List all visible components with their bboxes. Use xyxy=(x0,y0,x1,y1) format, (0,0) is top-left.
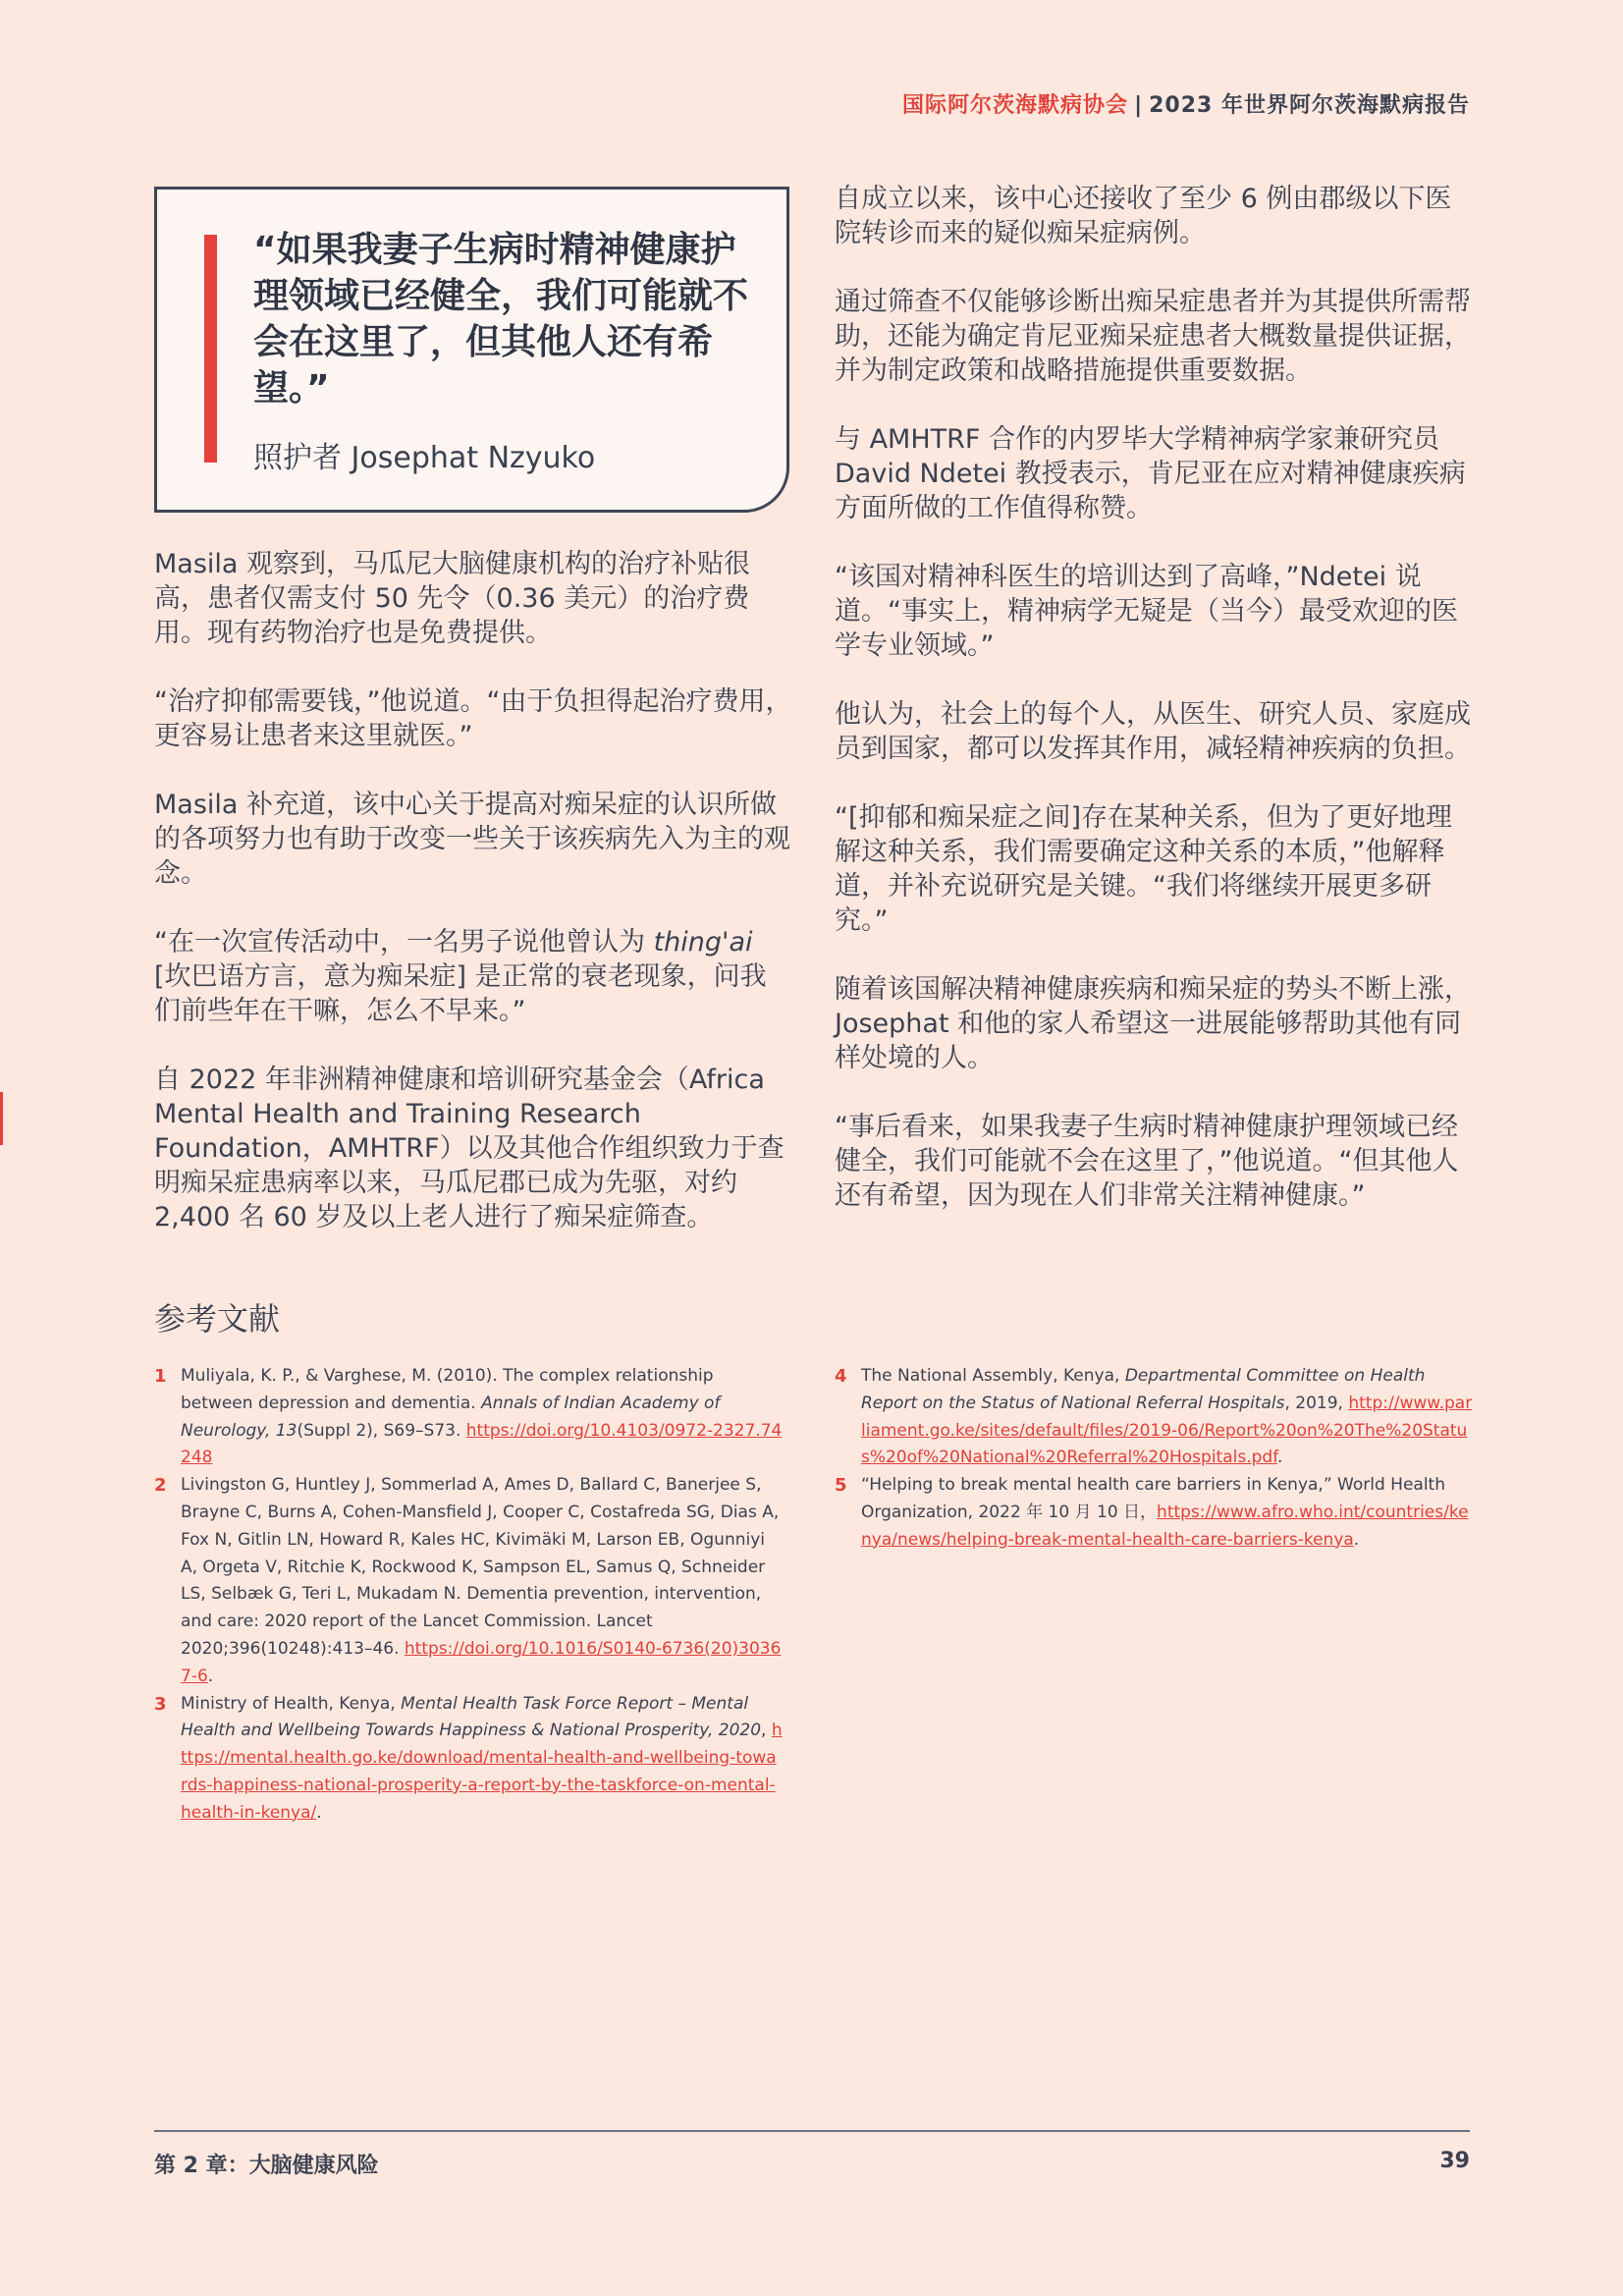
paragraph: “[抑郁和痴呆症之间]存在某种关系，但为了更好地理解这种关系，我们需要确定这种关系的本质，”他解释道，并补充说研究是关键。“我们将继续开展更多研究。” xyxy=(835,802,1453,936)
paragraph: 自成立以来，该中心还接收了至少 6 例由郡级以下医院转诊而来的疑似痴呆症病例。 xyxy=(835,184,1452,248)
reference-text: Muliyala, K. P., & Varghese, M. (2010). The complex relationship between depression and dementia. xyxy=(181,1366,714,1413)
reference-number: 4 xyxy=(835,1366,847,1387)
reference-body xyxy=(181,1363,783,1472)
reference-italic: Departmental Committee on Health Report on the Status of National Referral Hospitals xyxy=(861,1366,1426,1413)
paragraph-text: [坎巴语方言，意为痴呆症] 是正常的衰老现象，问我们前些年在干嘛，怎么不早来。” xyxy=(154,961,767,1026)
reference-item xyxy=(835,1363,1473,1472)
paragraph: 自 2022 年非洲精神健康和培训研究基金会（Africa Mental Health and Training Research Foundation，AMHTRF）以及其他合作组织致力于查明痴呆症患病率以来，马瓜尼郡已成为先驱，对约 2,400 名 60 岁及以上老人进行了痴呆症筛查。 xyxy=(154,1065,784,1232)
reference-text: Ministry of Health, Kenya, xyxy=(181,1693,402,1714)
references-title: 参考文献 xyxy=(154,1300,281,1338)
reference-text: , 2019, xyxy=(1284,1393,1349,1413)
reference-item xyxy=(835,1472,1473,1554)
paragraph: “该国对精神科医生的培训达到了高峰，”Ndetei 说道。“事实上，精神病学无疑是（当今）最受欢迎的医学专业领域。” xyxy=(835,562,1458,661)
paragraph: Masila 补充道，该中心关于提高对痴呆症的认识所做的各项努力也有助于改变一些关于该疾病先入为主的观念。 xyxy=(154,790,790,889)
reference-link[interactable]: https://doi.org/10.1016/S0140-6736(20)30367-6 xyxy=(181,1638,782,1686)
reference-text: , xyxy=(761,1721,772,1741)
paragraph: “事后看来，如果我妻子生病时精神健康护理领域已经健全，我们可能就不会在这里了，”他说道。“但其他人还有希望，因为现在人们非常关注精神健康。” xyxy=(835,1112,1459,1211)
pull-quote-attribution: 照护者 Josephat Nzyuko xyxy=(253,441,596,475)
paragraph-italic-term: thing'ai xyxy=(653,927,753,957)
reference-item xyxy=(154,1472,783,1690)
reference-item xyxy=(154,1363,783,1472)
reference-number: 5 xyxy=(835,1475,847,1497)
reference-text: . xyxy=(316,1802,322,1823)
paragraph-text: “在一次宣传活动中，一名男子说他曾认为 xyxy=(154,927,654,957)
header-separator: | xyxy=(1134,93,1144,118)
paragraph: 与 AMHTRF 合作的内罗毕大学精神病学家兼研究员 David Ndetei 教授表示，肯尼亚在应对精神健康疾病方面所做的工作值得称赞。 xyxy=(835,424,1466,523)
pull-quote-accent-bar xyxy=(204,235,217,463)
reference-link[interactable]: https://www.afro.who.int/countries/kenya/news/helping-break-mental-health-care-barriers-kenya xyxy=(861,1502,1469,1550)
reference-link[interactable]: https://doi.org/10.4103/0972-2327.74248 xyxy=(181,1420,783,1468)
header-report-title: 2023 年世界阿尔茨海默病报告 xyxy=(1149,93,1470,118)
footer-page-number: 39 xyxy=(1439,2149,1470,2173)
reference-italic: Mental Health Task Force Report – Mental Health and Wellbeing Towards Happiness & National Prosperity, 2020 xyxy=(181,1693,762,1741)
reference-number: 1 xyxy=(154,1366,167,1387)
references-list-right xyxy=(835,1363,1473,1555)
reference-body xyxy=(861,1472,1473,1554)
footer-chapter: 第 2 章：大脑健康风险 xyxy=(154,2154,379,2178)
reference-item xyxy=(154,1691,783,1828)
paragraph: 随着该国解决精神健康疾病和痴呆症的势头不断上涨，Josephat 和他的家人希望这一进展能够帮助其他有同样处境的人。 xyxy=(835,974,1471,1073)
pull-quote-text: “如果我妻子生病时精神健康护理领域已经健全，我们可能就不会在这里了，但其他人还有希望。” xyxy=(253,230,749,409)
reference-body xyxy=(861,1363,1473,1472)
reference-text: . xyxy=(1276,1448,1283,1468)
reference-link[interactable]: https://mental.health.go.ke/download/mental-health-and-wellbeing-towards-happiness-national-prosperity-a-report-by-the-taskforce-on-mental-health-in-kenya/ xyxy=(181,1721,783,1823)
side-edge-marker xyxy=(0,1092,3,1145)
reference-body xyxy=(181,1691,783,1828)
reference-text: The National Assembly, Kenya, xyxy=(861,1366,1125,1386)
reference-link[interactable]: http://www.parliament.go.ke/sites/default/files/2019-06/Report%20on%20The%20Status%20of%20National%20Referral%20Hospitals.pdf xyxy=(861,1393,1473,1468)
page-header xyxy=(902,88,1470,119)
paragraph: “治疗抑郁需要钱，”他说道。“由于负担得起治疗费用，更容易让患者来这里就医。” xyxy=(154,686,792,751)
pull-quote-box xyxy=(154,187,789,513)
references-list-left xyxy=(154,1363,783,1828)
reference-italic: Annals of Indian Academy of Neurology, 13 xyxy=(181,1393,721,1441)
reference-number: 3 xyxy=(154,1693,167,1715)
paragraph: 通过筛查不仅能够诊断出痴呆症患者并为其提供所需帮助，还能为确定肯尼亚痴呆症患者大概数量提供证据，并为制定政策和战略措施提供重要数据。 xyxy=(835,287,1471,386)
reference-text: . xyxy=(207,1666,214,1686)
reference-body xyxy=(181,1472,783,1690)
paragraph xyxy=(154,925,792,1028)
paragraph: 他认为，社会上的每个人，从医生、研究人员、家庭成员到国家，都可以发挥其作用，减轻精神疾病的负担。 xyxy=(835,699,1471,764)
left-column xyxy=(154,547,792,1269)
footer-divider xyxy=(154,2130,1470,2132)
paragraph: Masila 观察到，马瓜尼大脑健康机构的治疗补贴很高，患者仅需支付 50 先令（0.36 美元）的治疗费用。现有药物治疗也是免费提供。 xyxy=(154,549,751,648)
header-organization: 国际阿尔茨海默病协会 xyxy=(902,93,1129,118)
reference-text: Livingston G, Huntley J, Sommerlad A, Ames D, Ballard C, Banerjee S, Brayne C, Burns A, Cohen-Mansfield J, Cooper C, Costafreda SG, Dias A, Fox N, Gitlin LN, Howard R, Kales HC, Kivimäki M, Larson EB, Ogunniyi A, Orgeta V, Ritchie K, Rockwood K, Sampson EL, Samus Q, Schneider LS, Selbæk G, Teri L, Mukadam N. Dementia prevention, intervention, and care: 2020 report of the Lancet Commission. Lancet 2020;396(10248):413–46. xyxy=(181,1475,780,1659)
reference-number: 2 xyxy=(154,1475,167,1497)
right-column xyxy=(835,182,1473,1247)
reference-text: (Suppl 2), S69–S73. xyxy=(297,1420,466,1441)
reference-text: . xyxy=(1353,1529,1360,1550)
reference-text: “Helping to break mental health care barriers in Kenya,” World Health Organization, 2022 年 10 月 10 日， xyxy=(861,1475,1445,1522)
